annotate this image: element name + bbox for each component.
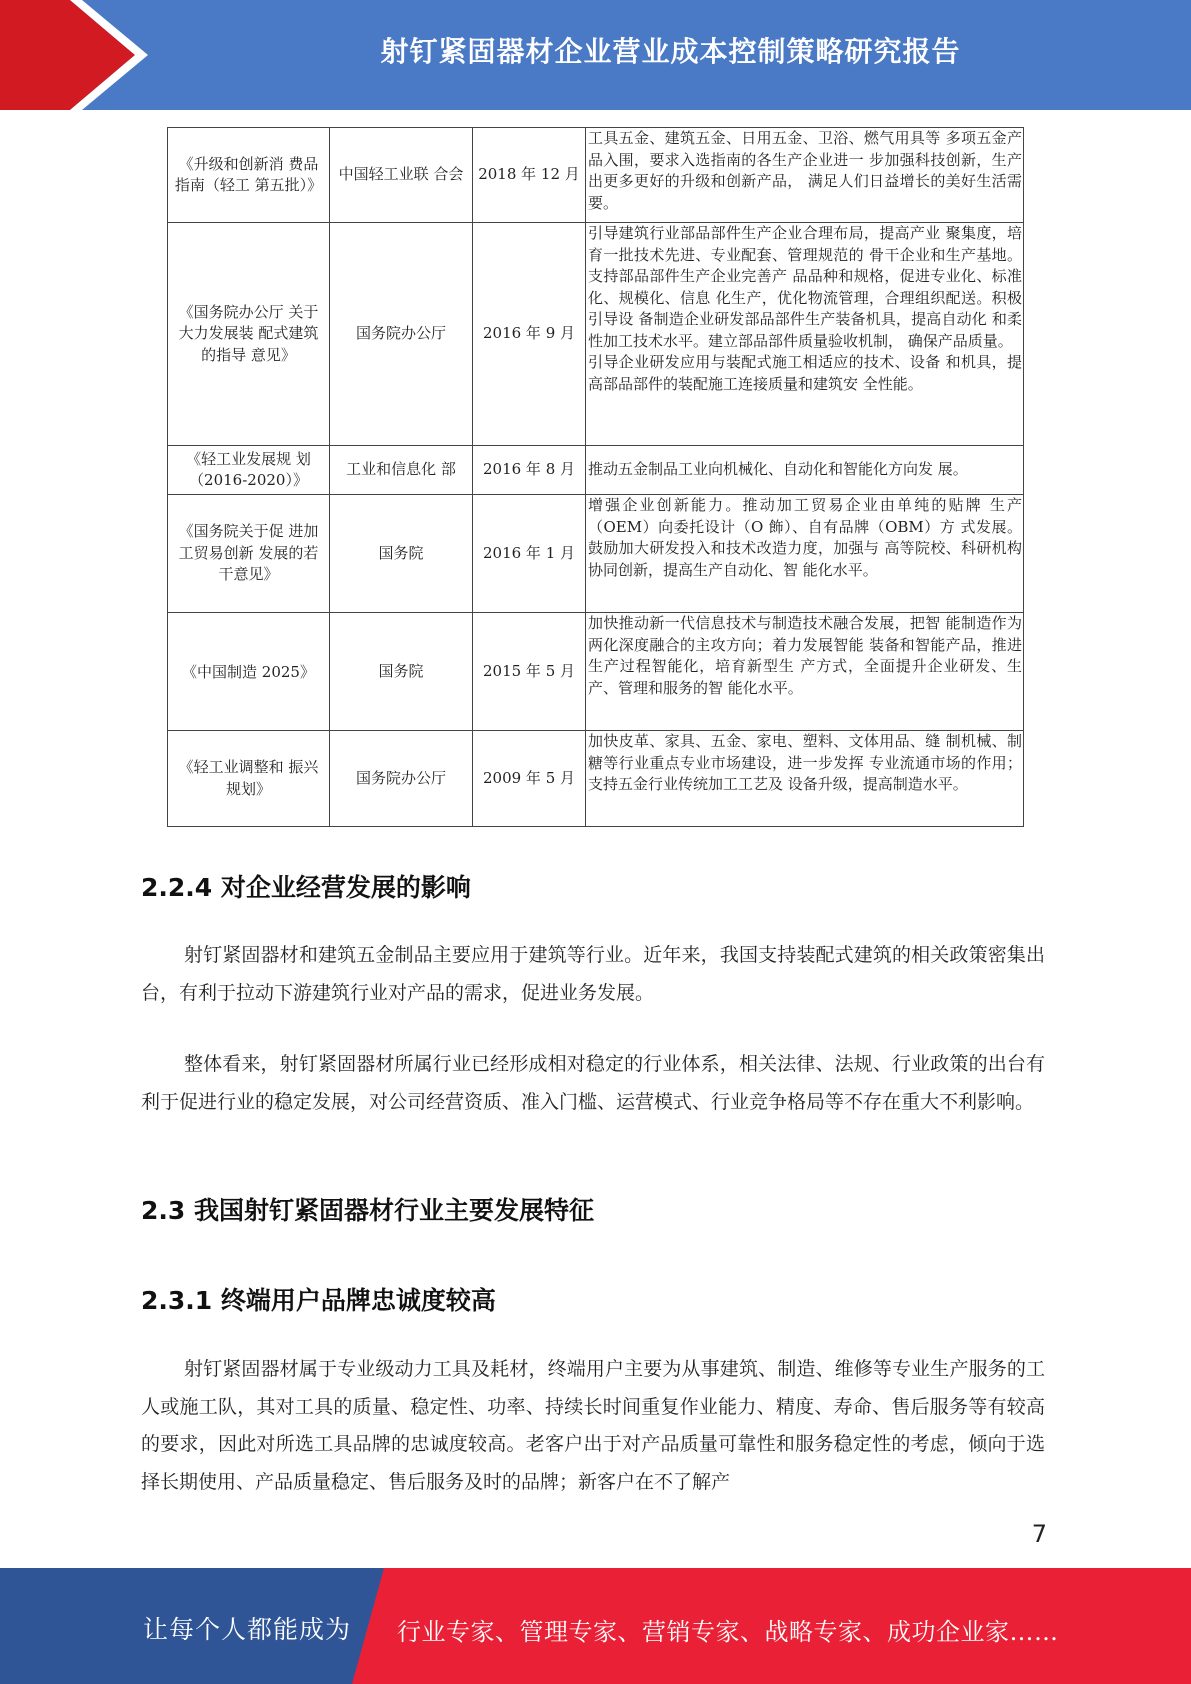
table-row [168, 495, 1024, 613]
table-row [168, 446, 1024, 495]
policy-table [167, 127, 1024, 827]
policy-content: 增强企业创新能力。推动加工贸易企业由单纯的贴牌 生产（OEM）向委托设计（O 飾）、自有品牌（OBM）方 式发展。鼓励加大研发投入和技术改造力度，加强与 高等院校、科研机构协同创新，提高生产自动化、智 能化水平。 [586, 495, 1024, 613]
policy-content-para: 引导建筑行业部品部件生产企业合理布局，提高产业 聚集度，培育一批技术先进、专业配套、管理规范的 骨干企业和生产基地。支持部品部件生产企业完善产 品品种和规格，促进专业化、标准化、规模化、信息 化生产，优化物流管理，合理组织配送。积极引导设 备制造企业研发部品部件生产装备机具，提高自动化 和柔性加工技术水平。建立部品部件质量验收机制， 确保产品质量。 [588, 224, 1022, 350]
page-number: 7 [1031, 1520, 1047, 1548]
policy-content: 工具五金、建筑五金、日用五金、卫浴、燃气用具等 多项五金产品入围，要求入选指南的各生产企业进一 步加强科技创新，生产出更多更好的升级和创新产品， 满足人们日益增长的美好生活需要。 [586, 128, 1024, 223]
footer-slogan-right: 行业专家、管理专家、营销专家、战略专家、成功企业家…… [397, 1618, 1059, 1646]
table-row [168, 731, 1024, 827]
paragraph: 射钉紧固器材属于专业级动力工具及耗材，终端用户主要为从事建筑、制造、维修等专业生产服务的工人或施工队，其对工具的质量、稳定性、功率、持续长时间重复作业能力、精度、寿命、售后服务等有较高的要求，因此对所选工具品牌的忠诚度较高。老客户出于对产品质量可靠性和服务稳定性的考虑，倾向于选择长期使用、产品质量稳定、售后服务及时的品牌；新客户在不了解产 [141, 1358, 1045, 1493]
policy-name: 《轻工业发展规 划（2016-2020）》 [168, 446, 330, 495]
policy-issuer: 中国轻工业联 合会 [330, 128, 473, 223]
policy-issuer: 国务院办公厅 [330, 731, 473, 827]
header-title: 射钉紧固器材企业营业成本控制策略研究报告 [380, 35, 961, 68]
policy-date: 2009 年 5 月 [473, 731, 586, 827]
table-row [168, 128, 1024, 223]
policy-date: 2016 年 9 月 [473, 223, 586, 446]
policy-name: 《轻工业调整和 振兴规划》 [168, 731, 330, 827]
table-row [168, 223, 1024, 446]
policy-name: 《升级和创新消 费品指南（轻工 第五批）》 [168, 128, 330, 223]
paragraph: 射钉紧固器材和建筑五金制品主要应用于建筑等行业。近年来，我国支持装配式建筑的相关政策密集出台，有利于拉动下游建筑行业对产品的需求，促进业务发展。 [141, 944, 1045, 1004]
policy-issuer: 国务院办公厅 [330, 223, 473, 446]
paragraph: 整体看来，射钉紧固器材所属行业已经形成相对稳定的行业体系，相关法律、法规、行业政策的出台有利于促进行业的稳定发展，对公司经营资质、准入门槛、运营模式、行业竞争格局等不存在重大不利影响。 [141, 1053, 1045, 1113]
footer-slogan-left: 让每个人都能成为 [143, 1615, 352, 1644]
policy-content: 推动五金制品工业向机械化、自动化和智能化方向发 展。 [586, 446, 1024, 495]
policy-date: 2016 年 8 月 [473, 446, 586, 495]
policy-date: 2015 年 5 月 [473, 613, 586, 731]
table-row [168, 613, 1024, 731]
page-header [0, 0, 1191, 110]
policy-name: 《国务院办公厅 关于大力发展装 配式建筑的指导 意见》 [168, 223, 330, 446]
page-footer [0, 1568, 1191, 1684]
section-heading-2-2-4: 2.2.4 对企业经营发展的影响 [141, 873, 471, 902]
policy-name: 《国务院关于促 进加工贸易创新 发展的若干意见》 [168, 495, 330, 613]
policy-issuer: 国务院 [330, 613, 473, 731]
policy-name: 《中国制造 2025》 [168, 613, 330, 731]
policy-content [586, 223, 1024, 446]
section-heading-2-3: 2.3 我国射钉紧固器材行业主要发展特征 [141, 1196, 594, 1225]
header-chevron-decoration [0, 0, 150, 110]
policy-issuer: 国务院 [330, 495, 473, 613]
policy-date: 2018 年 12 月 [473, 128, 586, 223]
policy-content: 加快皮革、家具、五金、家电、塑料、文体用品、缝 制机械、制糖等行业重点专业市场建设，进一步发挥 专业流通市场的作用；支持五金行业传统加工工艺及 设备升级，提高制造水平。 [586, 731, 1024, 827]
policy-content: 加快推动新一代信息技术与制造技术融合发展，把智 能制造作为两化深度融合的主攻方向；着力发展智能 装备和智能产品，推进生产过程智能化，培育新型生 产方式，全面提升企业研发、生产、管理和服务的智 能化水平。 [586, 613, 1024, 731]
policy-date: 2016 年 1 月 [473, 495, 586, 613]
policy-issuer: 工业和信息化 部 [330, 446, 473, 495]
policy-content-para: 引导企业研发应用与装配式施工相适应的技术、设备 和机具，提高部品部件的装配施工连接质量和建筑安 全性能。 [588, 353, 1022, 393]
section-heading-2-3-1: 2.3.1 终端用户品牌忠诚度较高 [141, 1286, 496, 1315]
